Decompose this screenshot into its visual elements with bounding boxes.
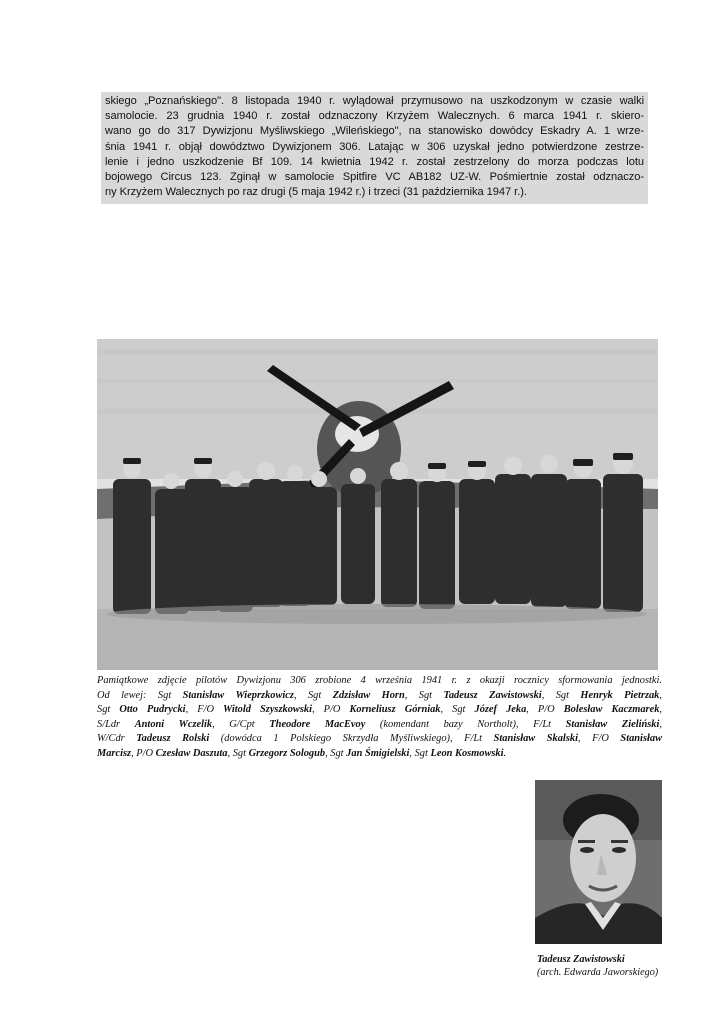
caption-line-2: Od lewej: Sgt Stanisław Wieprzkowicz, Sgt Zdzisław Horn, Sgt Tadeusz Zawistowski, Sgt Henryk Pietrzak, <box>97 689 662 701</box>
biography-text-box <box>101 92 648 204</box>
portrait-credit: (arch. Edwarda Jaworskiego) <box>537 967 659 978</box>
caption-line-4: S/Ldr Antoni Wczelik, G/Cpt Theodore MacEvoy (komendant bazy Northolt), F/Lt Stanisław Zieliński, <box>97 718 662 730</box>
biography-line-3: wano go do 317 Dywizjonu Myśliwskiego „Wileńskiego", na stanowisko dowódcy Eskadry A. 1 wrze- <box>105 125 644 138</box>
caption-line-5: W/Cdr Tadeusz Rolski (dowódca 1 Polskiego Skrzydła Myśliwskiego), F/Lt Stanisław Skalski, F/O Stanisław <box>97 733 663 745</box>
biography-line-2: samolocie. 23 grudnia 1940 r. został odznaczony Krzyżem Walecznych. 6 marca 1941 r. skiero- <box>105 110 644 123</box>
biography-line-7: ny Krzyżem Walecznych po raz drugi (5 maja 1942 r.) i trzeci (31 października 1947 r.). <box>105 186 527 199</box>
portrait-name: Tadeusz Zawistowski <box>537 954 625 965</box>
biography-line-6: bojowego Circus 123. Zginął w samolocie Spitfire VC AB182 UZ-W. Pośmiertnie został odznaczo- <box>105 171 644 184</box>
caption-line-3: Sgt Otto Pudrycki, F/O Witold Szyszkowski, P/O Korneliusz Górniak, Sgt Józef Jeka, P/O Bolesław Kaczmarek, <box>97 704 662 716</box>
biography-line-4: śnia 1941 r. objął dowództwo Dywizjonem 306. Latając w 306 uzyskał jedno potwierdzone zestrze- <box>105 140 644 153</box>
group-photo-caption <box>97 674 662 762</box>
portrait-photo <box>535 780 662 944</box>
group-photo <box>97 339 658 670</box>
biography-line-1: skiego „Poznańskiego". 8 listopada 1940 r. wylądował przymusowo na uszkodzonym w czasie walki <box>105 95 644 107</box>
caption-line-6: Marcisz, P/O Czesław Daszuta, Sgt Grzegorz Sologub, Sgt Jan Śmigielski, Sgt Leon Kosmowski. <box>97 747 507 759</box>
biography-line-5: lenie i jedno uszkodzenie Bf 109. 14 kwietnia 1942 r. został zestrzelony do morza podczas lotu <box>105 155 644 168</box>
portrait-caption <box>537 953 677 979</box>
caption-line-1: Pamiątkowe zdjęcie pilotów Dywizjonu 306 zrobione 4 września 1941 r. z okazji rocznicy sformowania jednostki. <box>97 675 662 686</box>
